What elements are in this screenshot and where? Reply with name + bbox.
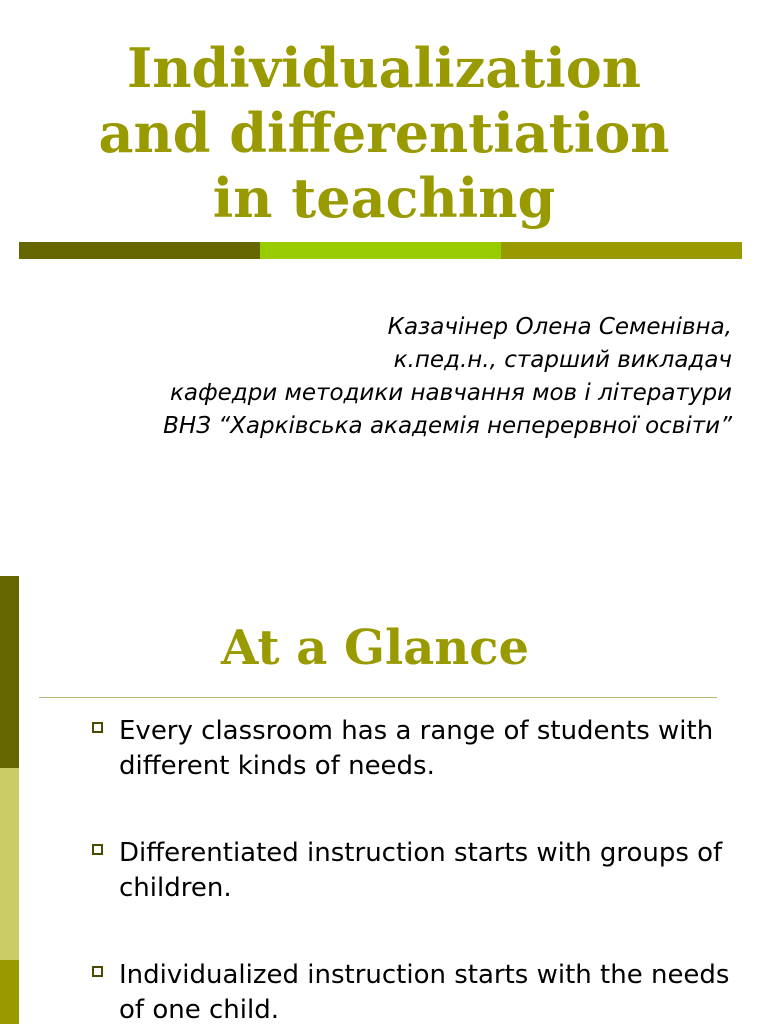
list-item [90, 714, 740, 784]
bullet-text: Differentiated instruction starts with groups of children. [119, 838, 723, 903]
title-line-3: in teaching [212, 166, 556, 230]
divider-segment-dark [19, 242, 260, 259]
tricolor-divider-bar [19, 242, 742, 259]
title-line-1: Individualization [126, 36, 642, 100]
bullet-text: Every classroom has a range of students with different kinds of needs. [119, 716, 714, 781]
hollow-square-icon [92, 722, 103, 733]
content-slide [0, 576, 768, 1024]
hollow-square-icon [92, 966, 103, 977]
title-line-2: and differentiation [98, 101, 670, 165]
divider-segment-green [260, 242, 501, 259]
author-department: кафедри методики навчання мов і літератури [169, 380, 732, 406]
slide-title [0, 36, 768, 231]
heading-divider [39, 697, 717, 698]
author-info [0, 311, 732, 443]
author-degree: к.пед.н., старший викладач [393, 347, 732, 373]
sidebar-segment-olive [0, 960, 19, 1024]
bullet-list [90, 714, 740, 1024]
author-name: Казачінер Олена Семенівна, [387, 314, 732, 340]
bullet-text: Individualized instruction starts with the needs of one child. [119, 960, 730, 1024]
list-item [90, 958, 740, 1024]
sidebar-segment-light [0, 768, 19, 960]
divider-segment-olive [501, 242, 742, 259]
list-item [90, 836, 740, 906]
hollow-square-icon [92, 844, 103, 855]
slide-heading: At a Glance [220, 620, 530, 676]
author-institution: ВНЗ “Харківська академія неперервної освіти” [163, 413, 732, 439]
